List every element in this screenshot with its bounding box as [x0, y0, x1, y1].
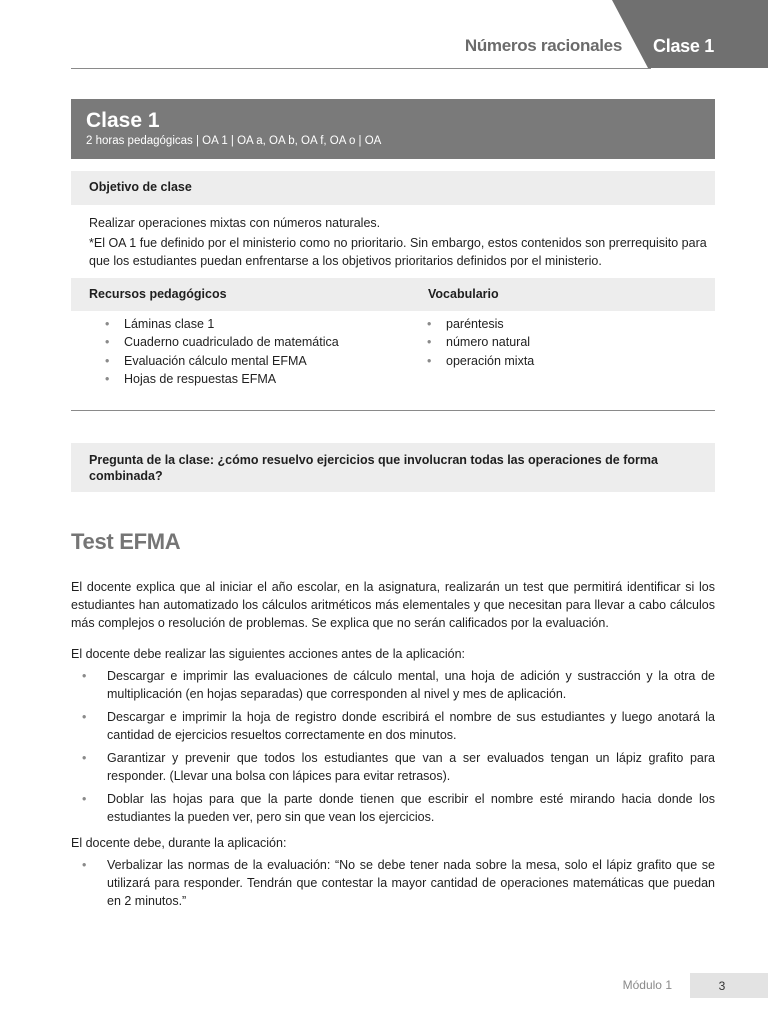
list-item: • Láminas clase 1: [101, 315, 401, 333]
page-number: 3: [718, 979, 726, 993]
resources-list: [101, 315, 401, 388]
objective-line: Realizar operaciones mixtas con números naturales.: [89, 216, 381, 230]
list-item: • Descargar e imprimir la hoja de registro donde escribirá el nombre de sus estudiantes y luego anotará la cantidad de ejercicios resueltos correctamente en dos minutos.: [71, 708, 715, 744]
section-divider: [71, 410, 715, 411]
unit-title: Números racionales: [464, 36, 622, 55]
class-tab-label: Clase 1: [653, 36, 714, 56]
before-list: [71, 667, 715, 826]
list-item: • Hojas de respuestas EFMA: [101, 370, 401, 388]
intro-paragraph: El docente explica que al iniciar el año escolar, en la asignatura, realizarán un test que permitirá identificar si los estudiantes han automatizado los cálculos aritméticos más elementales y que necesitan para llevar a cabo cálculos más complejos o resolución de problemas. Se explica que no serán calificados por la evaluación.: [71, 580, 715, 630]
section-heading: Test EFMA: [71, 529, 181, 554]
list-item: • Cuaderno cuadriculado de matemática: [101, 333, 401, 351]
list-item: • Doblar las hojas para que la parte donde tienen que escribir el nombre esté mirando hacia donde los estudiantes la pueden ver, pero sin que vean los ejercicios.: [71, 790, 715, 826]
before-heading: El docente debe realizar las siguientes acciones antes de la aplicación:: [71, 647, 465, 661]
module-label: Módulo 1: [622, 978, 672, 992]
resources-heading: Recursos pedagógicos: [89, 287, 227, 301]
header-divider: [71, 68, 651, 69]
list-item: • paréntesis: [423, 315, 703, 333]
list-item: • Verbalizar las normas de la evaluación: “No se debe tener nada sobre la mesa, solo el lápiz grafito que se utilizará para responder. Tendrán que contestar la mayor cantidad de operaciones matemáticas que puedan en 2 minutos.”: [71, 856, 715, 910]
during-list: [71, 856, 715, 910]
list-item: • Evaluación cálculo mental EFMA: [101, 352, 401, 370]
class-question: Pregunta de la clase: ¿cómo resuelvo ejercicios que involucran todas las operaciones de forma combinada?: [71, 443, 715, 492]
resources-header-bar: [71, 278, 715, 311]
class-banner: [71, 99, 715, 159]
vocabulary-list: [423, 315, 703, 370]
during-heading: El docente debe, durante la aplicación:: [71, 836, 287, 850]
class-subtitle: 2 horas pedagógicas | OA 1 | OA a, OA b, OA f, OA o | OA: [86, 135, 382, 147]
class-title: Clase 1: [86, 109, 160, 132]
list-item: • operación mixta: [423, 352, 703, 370]
list-item: • Garantizar y prevenir que todos los estudiantes que van a ser evaluados tengan un lápiz grafito para responder. (Llevar una bolsa con lápices para evitar retrasos).: [71, 749, 715, 785]
class-tab: [612, 0, 768, 68]
list-item: • Descargar e imprimir las evaluaciones de cálculo mental, una hoja de adición y sustracción y la otra de multiplicación (en hojas separadas) que corresponden al nivel y mes de aplicación.: [71, 667, 715, 703]
list-item: • número natural: [423, 333, 703, 351]
objective-text: [89, 214, 709, 270]
objective-heading: Objetivo de clase: [71, 171, 715, 205]
section-body: [71, 578, 715, 915]
objective-note: *El OA 1 fue definido por el ministerio como no prioritario. Sin embargo, estos contenidos son prerrequisito para que los estudiantes puedan enfrentarse a los objetivos prioritarios definidos por el ministerio.: [89, 236, 707, 268]
vocabulary-heading: Vocabulario: [428, 287, 499, 301]
